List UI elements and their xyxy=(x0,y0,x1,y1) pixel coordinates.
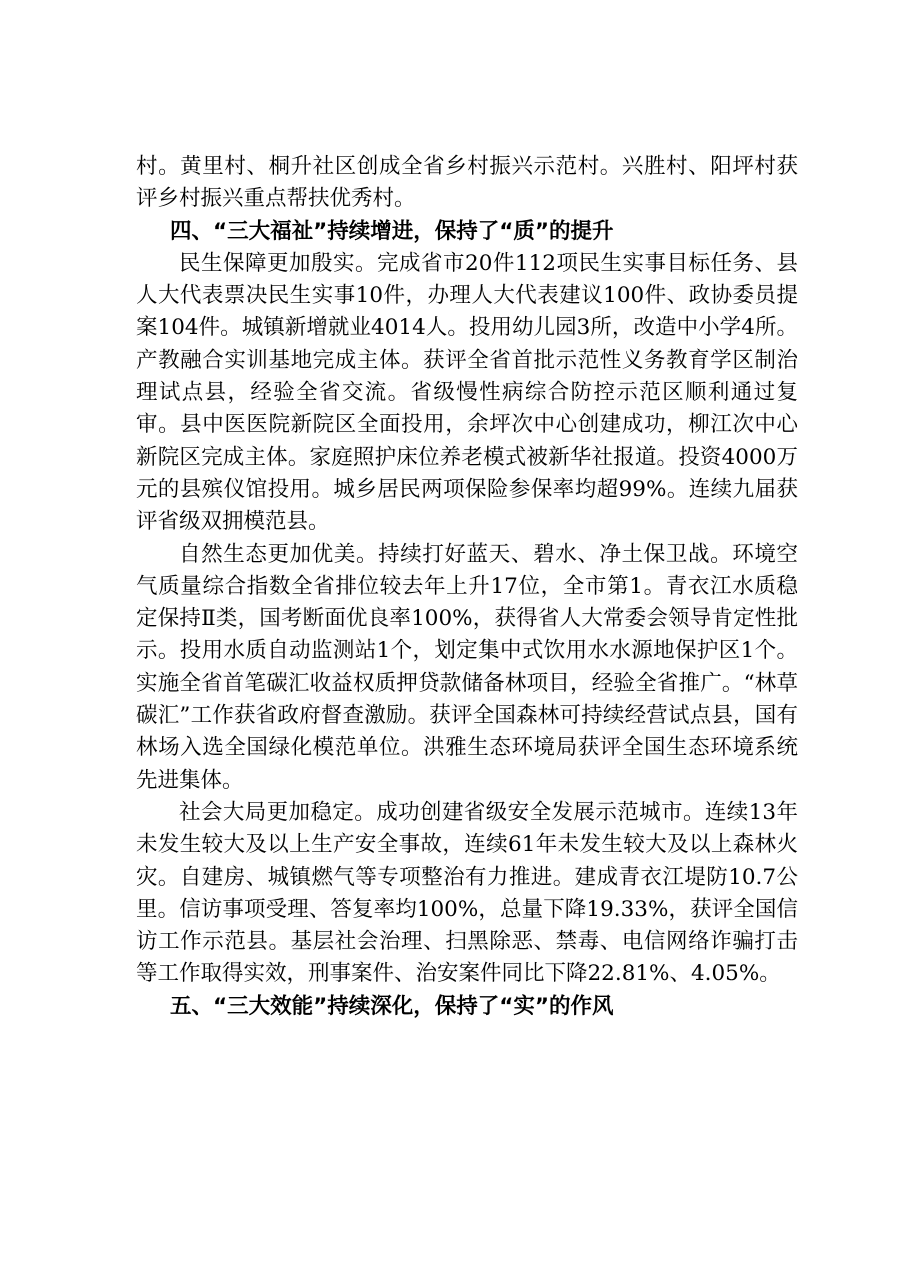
section-five-heading: 五、“三大效能”持续深化，保持了“实”的作风 xyxy=(170,993,614,1019)
livelihood-paragraph: 民生保障更加殷实。完成省市20件112项民生实事目标任务、县人大代表票决民生实事10件，办理人大代表建议100件、政协委员提案104件。城镇新增就业4014人。投用幼儿园3所，改造中小学4所。产教融合实训基地完成主体。获评全省首批示范性义务教育学区制治理试点县，经验全省交流。省级慢性病综合防控示范区顺利通过复审。县中医医院新院区全面投用，余坪次中心创建成功，柳江次中心新院区完成主体。家庭照护床位养老模式被新华社报道。投资4000万元的县殡仪馆投用。城乡居民两项保险参保率均超99%。连续九届获评省级双拥模范县。 xyxy=(136,250,798,535)
intro-continuation-paragraph: 村。黄里村、桐升社区创成全省乡村振兴示范村。兴胜村、阳坪村获评乡村振兴重点帮扶优秀村。 xyxy=(136,154,798,212)
ecology-paragraph: 自然生态更加优美。持续打好蓝天、碧水、净土保卫战。环境空气质量综合指数全省排位较去年上升17位，全市第1。青衣江水质稳定保持Ⅱ类，国考断面优良率100%，获得省人大常委会领导肯定性批示。投用水质自动监测站1个，划定集中式饮用水水源地保护区1个。实施全省首笔碳汇收益权质押贷款储备林项目，经验全省推广。“林草碳汇”工作获省政府督查激励。获评全国森林可持续经营试点县，国有林场入选全国绿化模范单位。洪雅生态环境局获评全国生态环境系统先进集体。 xyxy=(136,541,798,793)
section-four-heading: 四、“三大福祉”持续增进，保持了“质”的提升 xyxy=(170,218,614,244)
social-stability-paragraph: 社会大局更加稳定。成功创建省级安全发展示范城市。连续13年未发生较大及以上生产安全事故，连续61年未发生较大及以上森林火灾。自建房、城镇燃气等专项整治有力推进。建成青衣江堤防10.7公里。信访事项受理、答复率均100%，总量下降19.33%，获评全国信访工作示范县。基层社会治理、扫黑除恶、禁毒、电信网络诈骗打击等工作取得实效，刑事案件、治安案件同比下降22.81%、4.05%。 xyxy=(136,799,798,987)
document-body xyxy=(136,151,798,1023)
